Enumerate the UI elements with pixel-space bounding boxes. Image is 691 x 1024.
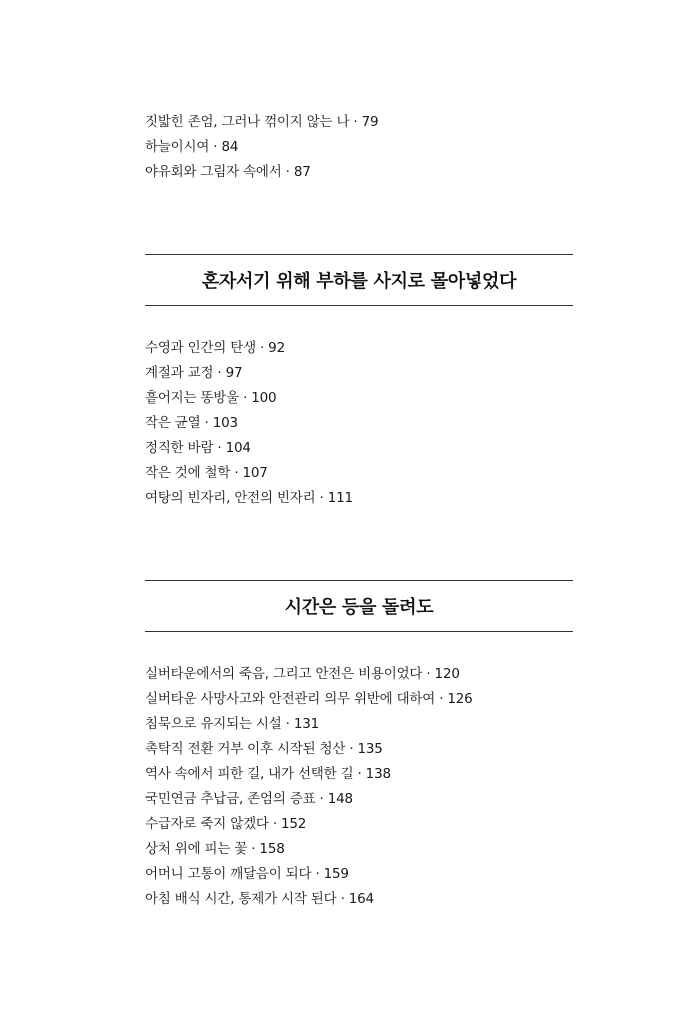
toc-entry: 역사 속에서 피한 길, 내가 선택한 길 · 138 (145, 766, 391, 782)
section-header-2 (145, 254, 573, 306)
toc-entry: 수급자로 죽지 않겠다 · 152 (145, 816, 307, 832)
section-title: 혼자서기 위해 부하를 사지로 몰아넣었다 (201, 271, 517, 292)
toc-list-top (145, 110, 575, 185)
section-header-3 (145, 580, 573, 632)
toc-entry: 야유회와 그림자 속에서 · 87 (145, 164, 311, 180)
toc-entry: 촉탁직 전환 거부 이후 시작된 청산 · 135 (145, 741, 383, 757)
toc-entry: 실버타운에서의 죽음, 그리고 안전은 비용이었다 · 120 (145, 666, 460, 682)
toc-list-section-3 (145, 662, 575, 912)
toc-entry: 흩어지는 똥방울 · 100 (145, 390, 277, 406)
toc-entry: 아침 배식 시간, 통제가 시작 된다 · 164 (145, 891, 374, 907)
toc-entry: 계절과 교정 · 97 (145, 365, 243, 381)
toc-list-section-2 (145, 336, 575, 511)
toc-entry: 짓밟힌 존엄, 그러나 꺾이지 않는 나 · 79 (145, 114, 379, 130)
section-title: 시간은 등을 돌려도 (284, 597, 434, 618)
toc-entry: 상처 위에 피는 꽃 · 158 (145, 841, 285, 857)
toc-entry: 하늘이시여 · 84 (145, 139, 239, 155)
toc-entry: 정직한 바람 · 104 (145, 440, 251, 456)
toc-entry: 수영과 인간의 탄생 · 92 (145, 340, 285, 356)
toc-entry: 여탕의 빈자리, 안전의 빈자리 · 111 (145, 490, 353, 506)
toc-entry: 작은 균열 · 103 (145, 415, 238, 431)
toc-entry: 어머니 고통이 깨달음이 되다 · 159 (145, 866, 349, 882)
toc-entry: 실버타운 사망사고와 안전관리 의무 위반에 대하여 · 126 (145, 691, 473, 707)
toc-entry: 작은 것에 철학 · 107 (145, 465, 268, 481)
toc-entry: 침묵으로 유지되는 시설 · 131 (145, 716, 320, 732)
toc-entry: 국민연금 추납금, 존엄의 증표 · 148 (145, 791, 353, 807)
